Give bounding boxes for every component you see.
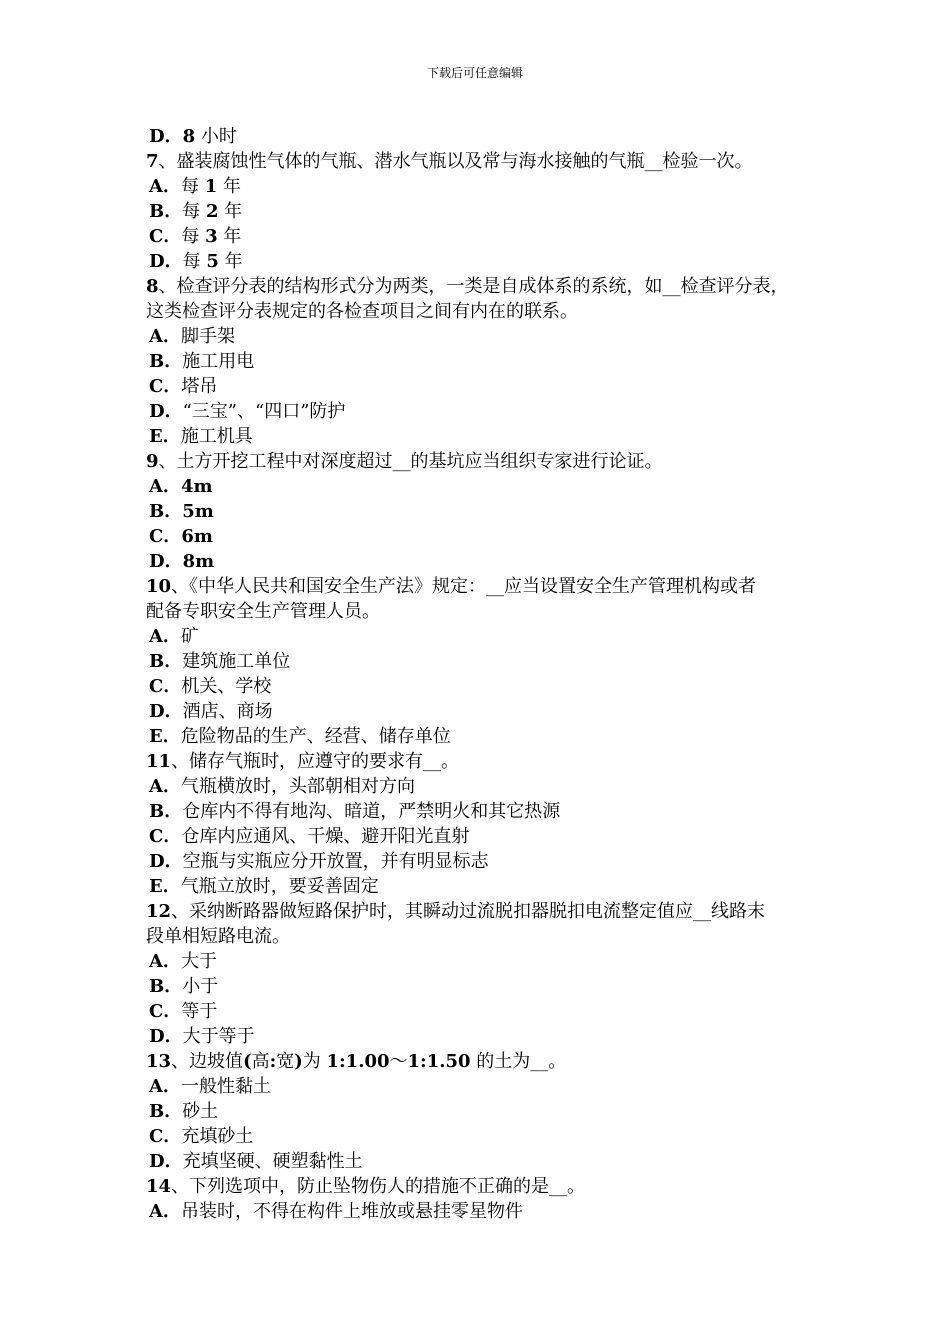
- option-line: [146, 949, 826, 974]
- option-letter: D．: [149, 551, 183, 572]
- option-line: [146, 474, 826, 499]
- option-text: 5m: [182, 501, 214, 522]
- option-line: [146, 974, 826, 999]
- option-text: 矿: [180, 626, 199, 647]
- document-body: [146, 124, 826, 1224]
- option-text: 每 5 年: [182, 251, 243, 272]
- option-line: [146, 999, 826, 1024]
- option-letter: B．: [149, 976, 183, 997]
- option-text: 气瓶立放时，要妥善固定: [180, 876, 379, 897]
- question-line: 13、边坡值(高:宽)为 1:1.00～1:1.50 的土为__。: [146, 1051, 567, 1072]
- option-text: 施工机具: [180, 426, 253, 447]
- option-letter: A．: [149, 776, 181, 797]
- option-line: [146, 799, 826, 824]
- option-letter: E．: [149, 876, 181, 897]
- question-line: 10、《中华人民共和国安全生产法》规定：__应当设置安全生产管理机构或者: [146, 576, 757, 597]
- question-line: 7、盛装腐蚀性气体的气瓶、潜水气瓶以及常与海水接触的气瓶__检验一次。: [146, 151, 753, 172]
- option-letter: D．: [149, 251, 183, 272]
- option-line: [146, 1074, 826, 1099]
- option-text: 砂土: [182, 1101, 219, 1122]
- option-text: 脚手架: [180, 326, 235, 347]
- question-line: 12、采纳断路器做短路保护时，其瞬动过流脱扣器脱扣电流整定值应__线路末: [146, 901, 766, 922]
- option-line: [146, 874, 826, 899]
- option-letter: C．: [149, 1001, 182, 1022]
- option-line: [146, 424, 826, 449]
- option-line: [146, 624, 826, 649]
- option-text: 等于: [181, 1001, 218, 1022]
- option-letter: A．: [149, 326, 181, 347]
- question-line: 这类检查评分表规定的各检查项目之间有内在的联系。: [146, 301, 578, 322]
- option-text: 8 小时: [182, 126, 237, 147]
- question-line: 8、检查评分表的结构形式分为两类，一类是自成体系的系统，如__检查评分表，: [146, 276, 789, 297]
- option-letter: C．: [149, 376, 182, 397]
- option-letter: A．: [149, 951, 181, 972]
- option-text: 施工用电: [182, 351, 255, 372]
- option-letter: B．: [149, 351, 183, 372]
- option-letter: B．: [149, 651, 183, 672]
- option-line: [146, 124, 826, 149]
- option-line: [146, 1199, 826, 1224]
- option-text: 仓库内不得有地沟、暗道，严禁明火和其它热源: [182, 801, 561, 822]
- question-line: 配备专职安全生产管理人员。: [146, 601, 380, 622]
- option-line: [146, 774, 826, 799]
- option-line: [146, 249, 826, 274]
- option-line: [146, 824, 826, 849]
- option-line: [146, 1024, 826, 1049]
- option-letter: D．: [149, 851, 183, 872]
- option-line: [146, 674, 826, 699]
- option-line: [146, 1124, 826, 1149]
- option-letter: B．: [149, 201, 183, 222]
- option-text: 仓库内应通风、干燥、避开阳光直射: [181, 826, 470, 847]
- option-line: [146, 699, 826, 724]
- page-header: 下载后可任意编辑: [426, 66, 523, 80]
- option-text: 每 3 年: [181, 226, 242, 247]
- option-line: [146, 324, 826, 349]
- option-text: 空瓶与实瓶应分开放置，并有明显标志: [182, 851, 489, 872]
- option-line: [146, 1149, 826, 1174]
- option-text: 每 2 年: [182, 201, 243, 222]
- option-letter: D．: [149, 1151, 183, 1172]
- option-letter: B．: [149, 801, 183, 822]
- question-line: 11、储存气瓶时，应遵守的要求有__。: [146, 751, 460, 772]
- option-text: 一般性黏土: [180, 1076, 271, 1097]
- option-line: [146, 549, 826, 574]
- option-line: [146, 224, 826, 249]
- option-text: 建筑施工单位: [182, 651, 291, 672]
- option-line: [146, 374, 826, 399]
- option-line: [146, 849, 826, 874]
- option-line: [146, 524, 826, 549]
- option-letter: A．: [149, 1201, 181, 1222]
- option-text: 危险物品的生产、经营、储存单位: [180, 726, 451, 747]
- option-text: 充填砂土: [181, 1126, 254, 1147]
- option-line: [146, 199, 826, 224]
- option-text: “三宝”、“四口”防护: [182, 401, 346, 422]
- option-letter: A．: [149, 626, 181, 647]
- option-text: 4m: [180, 476, 213, 497]
- option-text: 机关、学校: [181, 676, 272, 697]
- question-line: 段单相短路电流。: [146, 926, 290, 947]
- option-letter: D．: [149, 126, 183, 147]
- option-letter: A．: [149, 476, 181, 497]
- option-letter: C．: [149, 226, 182, 247]
- option-line: [146, 1099, 826, 1124]
- option-line: [146, 499, 826, 524]
- question-line: 9、土方开挖工程中对深度超过__的基坑应当组织专家进行论证。: [146, 451, 663, 472]
- option-letter: C．: [149, 526, 182, 547]
- option-line: [146, 724, 826, 749]
- option-text: 吊装时，不得在构件上堆放或悬挂零星物件: [180, 1201, 523, 1222]
- option-text: 酒店、商场: [182, 701, 273, 722]
- option-text: 大于等于: [182, 1026, 255, 1047]
- option-line: [146, 649, 826, 674]
- option-text: 8m: [182, 551, 215, 572]
- option-text: 充填坚硬、硬塑黏性土: [182, 1151, 363, 1172]
- option-line: [146, 349, 826, 374]
- option-text: 每 1 年: [180, 176, 241, 197]
- option-letter: B．: [149, 501, 183, 522]
- option-line: [146, 399, 826, 424]
- option-text: 6m: [181, 526, 213, 547]
- option-letter: B．: [149, 1101, 183, 1122]
- question-line: 14、下列选项中，防止坠物伤人的措施不正确的是__。: [146, 1176, 586, 1197]
- option-letter: C．: [149, 676, 182, 697]
- option-letter: A．: [149, 1076, 181, 1097]
- option-line: [146, 174, 826, 199]
- option-letter: D．: [149, 1026, 183, 1047]
- option-text: 小于: [182, 976, 219, 997]
- option-letter: E．: [149, 426, 181, 447]
- option-letter: C．: [149, 826, 182, 847]
- option-letter: D．: [149, 401, 183, 422]
- option-letter: E．: [149, 726, 181, 747]
- option-text: 气瓶横放时，头部朝相对方向: [180, 776, 415, 797]
- option-text: 大于: [180, 951, 217, 972]
- option-letter: D．: [149, 701, 183, 722]
- option-text: 塔吊: [181, 376, 218, 397]
- option-letter: C．: [149, 1126, 182, 1147]
- option-letter: A．: [149, 176, 181, 197]
